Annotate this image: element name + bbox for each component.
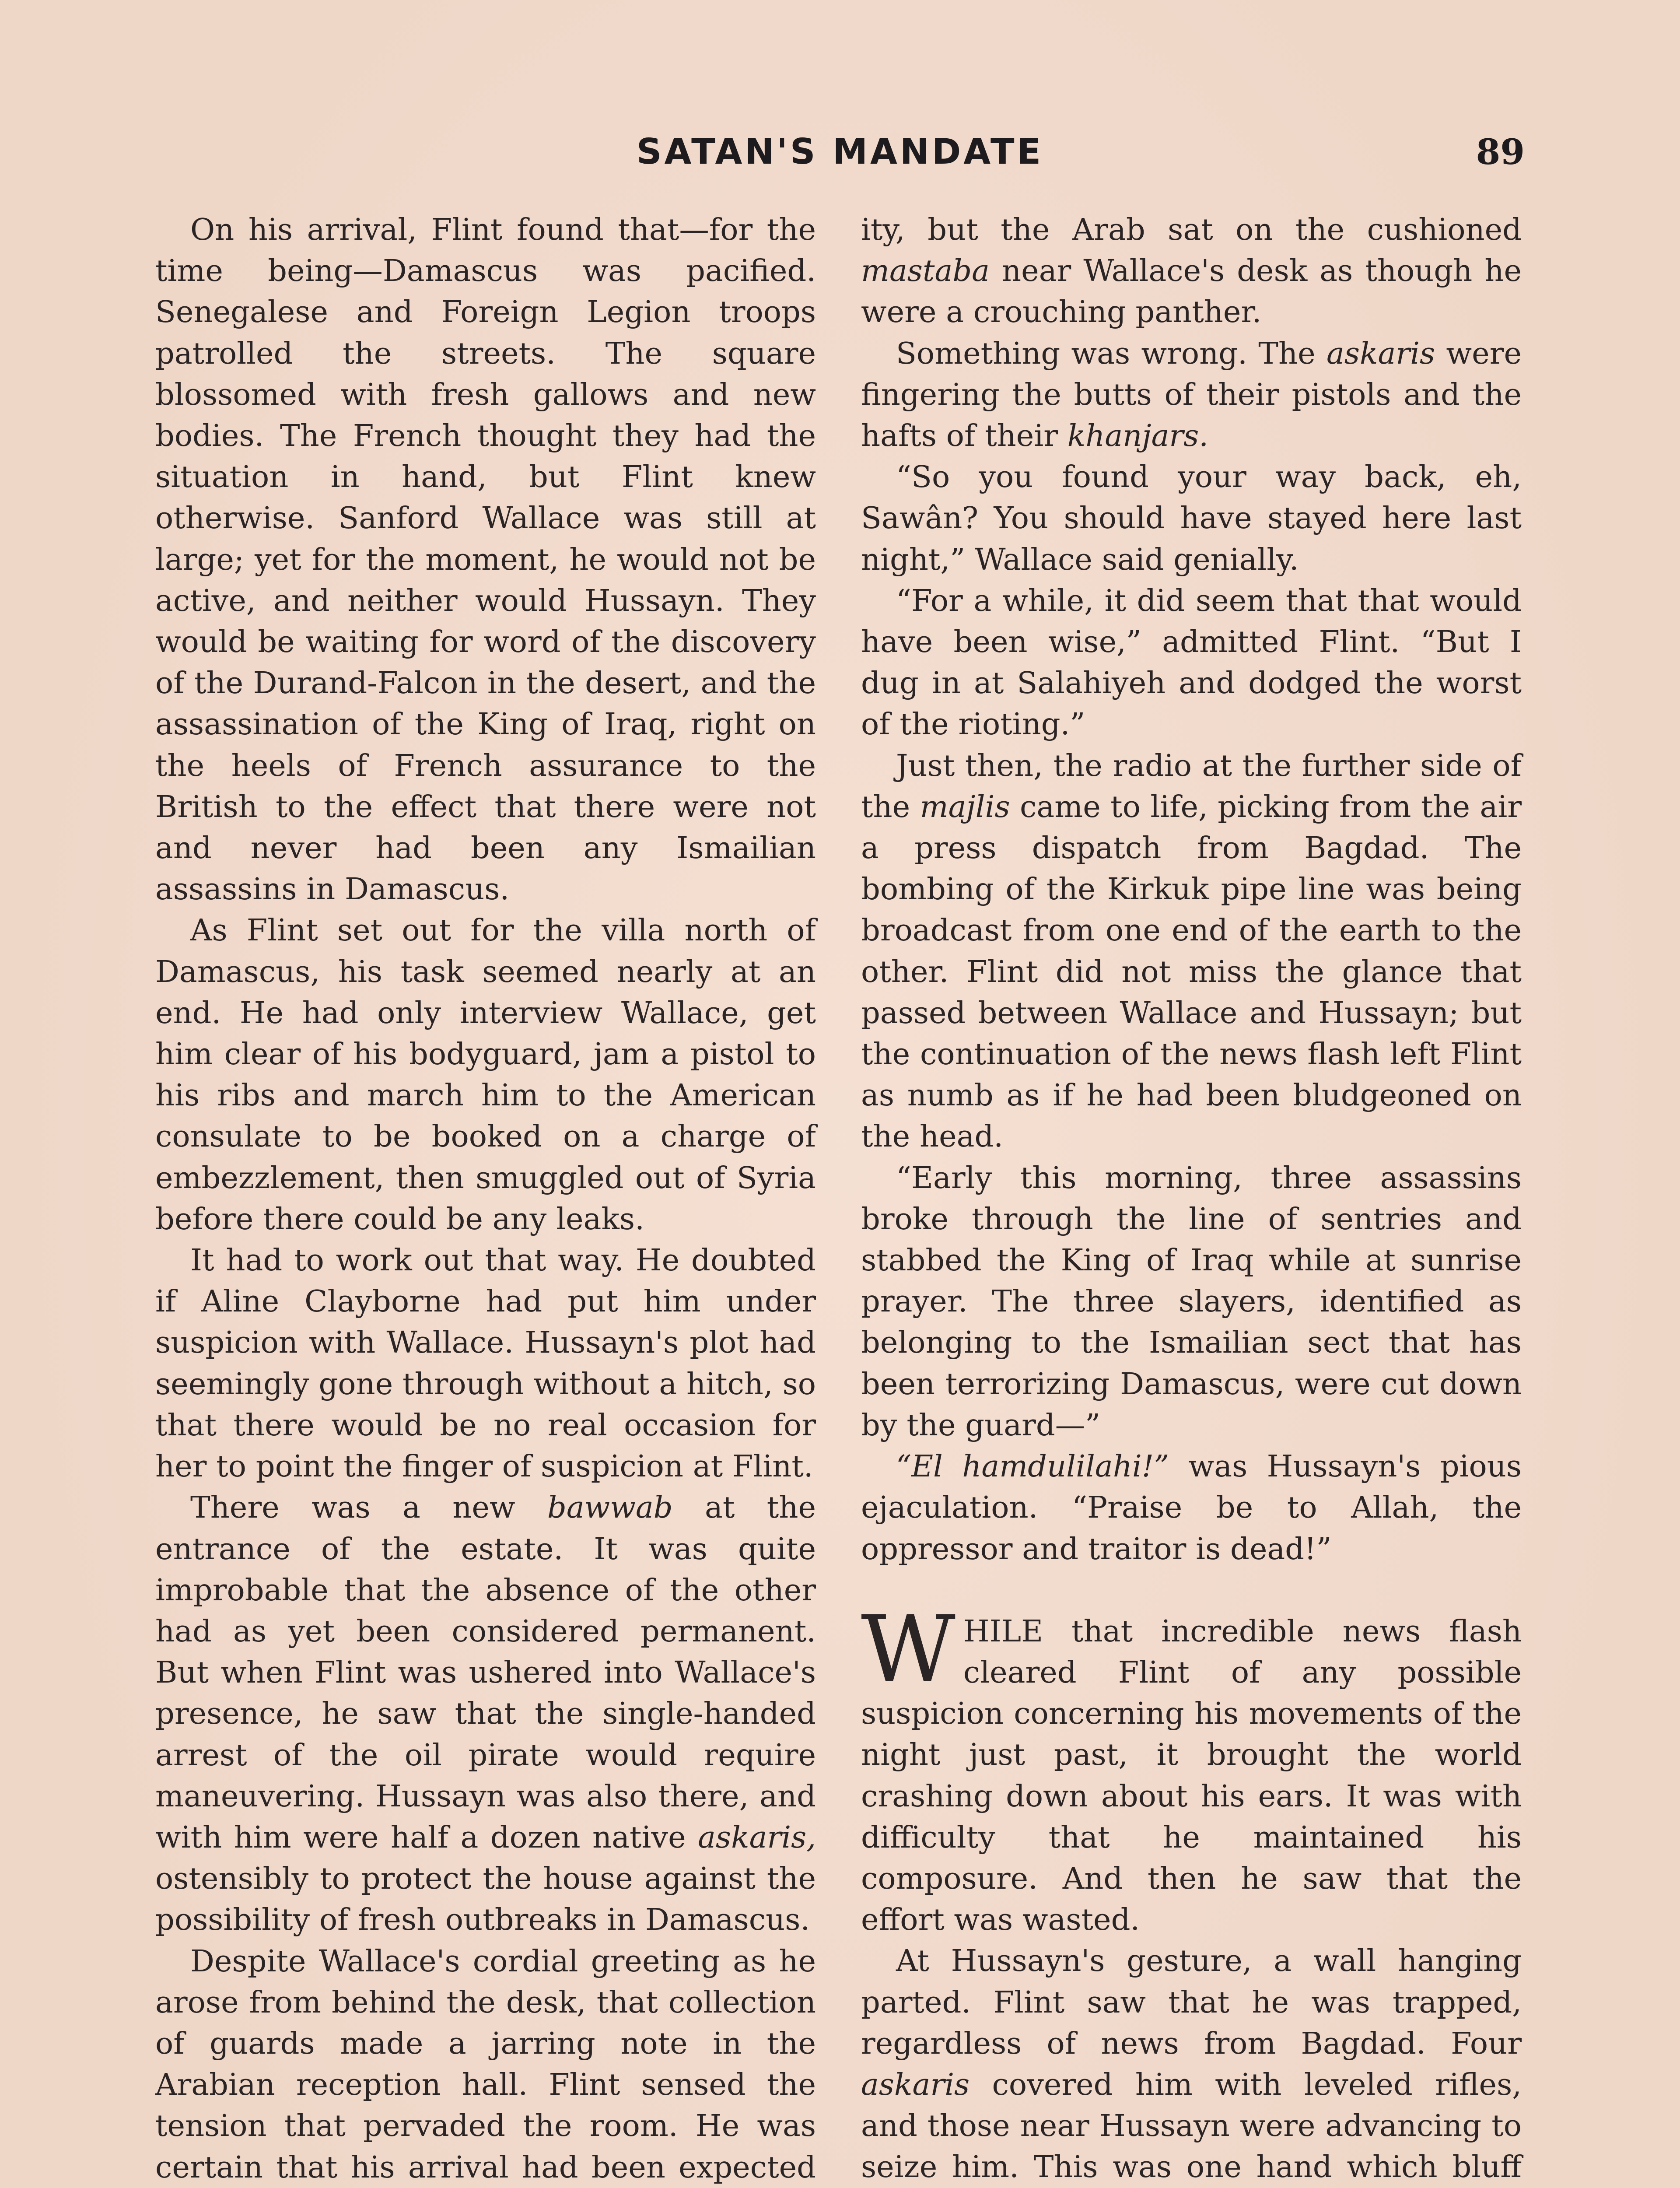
text-run: There was a new: [190, 1490, 547, 1525]
paragraph: [155, 1487, 816, 1940]
paragraph: [861, 1940, 1522, 2188]
paragraph: [861, 209, 1522, 333]
page-header: [155, 131, 1525, 179]
paragraph: “So you found your way back, eh, Sawân? You should have stayed here last night,” Wallace said genially.: [861, 459, 1522, 577]
section-break: [861, 1570, 1522, 1611]
paragraph: [861, 1595, 1522, 1941]
italic-term: askaris: [861, 2067, 970, 2102]
paragraph: [861, 333, 1522, 457]
right-text-column: [861, 209, 1522, 2188]
text-run: Something was wrong. The: [896, 336, 1327, 371]
italic-term: mastaba: [861, 253, 990, 289]
paragraph: “Early this morning, three assassins broke through the line of sentries and stabbed the King of Iraq while at sunrise prayer. The three slayers, identified as belonging to the Ismailian sect that has been terrorizing Damascus, were cut down by the guard—”: [861, 1160, 1522, 1443]
paragraph: [861, 745, 1522, 1157]
italic-term: “El hamdulilahi!”: [896, 1449, 1169, 1484]
paragraph: As Flint set out for the villa north of Damascus, his task seemed nearly at an end. He had only interview Wallace, get him clear of his bodyguard, jam a pistol to his ribs and march him to the American consulate to be booked on a charge of embezzlement, then smuggled out of Syria before there could be any leaks.: [155, 913, 816, 1237]
text-run: near Wallace's desk as though he were a crouching panther.: [861, 253, 1522, 330]
text-run: were fingering the butts of their pistols and the hafts of their: [861, 336, 1522, 454]
text-run: Just then, the radio at the further side of the: [861, 748, 1522, 824]
text-run: ity, but the Arab sat on the cushioned: [861, 212, 1522, 247]
page-number: 89: [1476, 131, 1525, 172]
paragraph: It had to work out that way. He doubted if Aline Clayborne had put him under suspicion with Wallace. Hussayn's plot had seemingly gone through without a hitch, so that there would be no real occasion for her to point the finger of suspicion at Flint.: [155, 1243, 816, 1484]
paragraph: [861, 1446, 1522, 1570]
left-text-column: [155, 209, 816, 2188]
text-run: HILE that incredible news flash cleared Flint of any possible suspicion concerning his movements of the night just past, it brought the world crashing down about his ears. It was with difficulty that he maintained his composure. And then he saw that the effort was wasted.: [861, 1613, 1522, 1938]
paragraph: “For a while, it did seem that that would have been wise,” admitted Flint. “But I dug in at Salahiyeh and dodged the worst of the rioting.”: [861, 583, 1522, 742]
paragraph: On his arrival, Flint found that—for the time being—Damascus was pacified. Senegalese and Foreign Legion troops patrolled the streets. The square blossomed with fresh gallows and new bodies. The French thought they had the situation in hand, but Flint knew otherwise. Sanford Wallace was still at large; yet for the moment, he would not be active, and neither would Hussayn. They would be waiting for word of the discovery of the Durand-Falcon in the desert, and the assassination of the King of Iraq, right on the heels of French assurance to the British to the effect that there were not and never had been any Ismailian assassins in Damascus.: [155, 212, 816, 907]
text-run: covered him with leveled rifles, and those near Hussayn were advancing to seize him. This was one hand which bluff: [861, 2067, 1522, 2185]
text-run: at the entrance of the estate. It was quite improbable that the absence of the other had as yet been considered permanent. But when Flint was ushered into Wallace's presence, he saw that the single-handed arrest of the oil pirate would require maneuvering. Hussayn was also there, and with him were half a dozen native: [155, 1490, 816, 1855]
italic-term: khanjars.: [1067, 418, 1209, 454]
text-run: At Hussayn's gesture, a wall hanging parted. Flint saw that he was trapped, regardless of news from Bagdad. Four: [861, 1943, 1522, 2061]
text-run: was Hussayn's pious ejaculation. “Praise be to Allah, the oppressor and traitor is dead!”: [861, 1449, 1522, 1567]
paragraph: Despite Wallace's cordial greeting as he arose from behind the desk, that collection of guards made a jarring note in the Arabian reception hall. Flint sensed the tension that pervaded the room. He was certain that his arrival had been expected: [155, 1943, 816, 2185]
drop-cap: W: [861, 1595, 956, 1703]
italic-term: askaris,: [698, 1820, 816, 1855]
italic-term: majlis: [920, 789, 1010, 824]
text-run: came to life, picking from the air a press dispatch from Bagdad. The bombing of the Kirkuk pipe line was being broadcast from one end of the earth to the other. Flint did not miss the glance that passed between Wallace and Hussayn; but the continuation of the news flash left Flint as numb as if he had been bludgeoned on the head.: [861, 789, 1522, 1154]
running-title: SATAN'S MANDATE: [636, 131, 1044, 172]
italic-term: bawwab: [547, 1490, 673, 1525]
text-run: ostensibly to protect the house against the possibility of fresh outbreaks in Damascus.: [155, 1861, 816, 1938]
italic-term: askaris: [1326, 336, 1435, 371]
